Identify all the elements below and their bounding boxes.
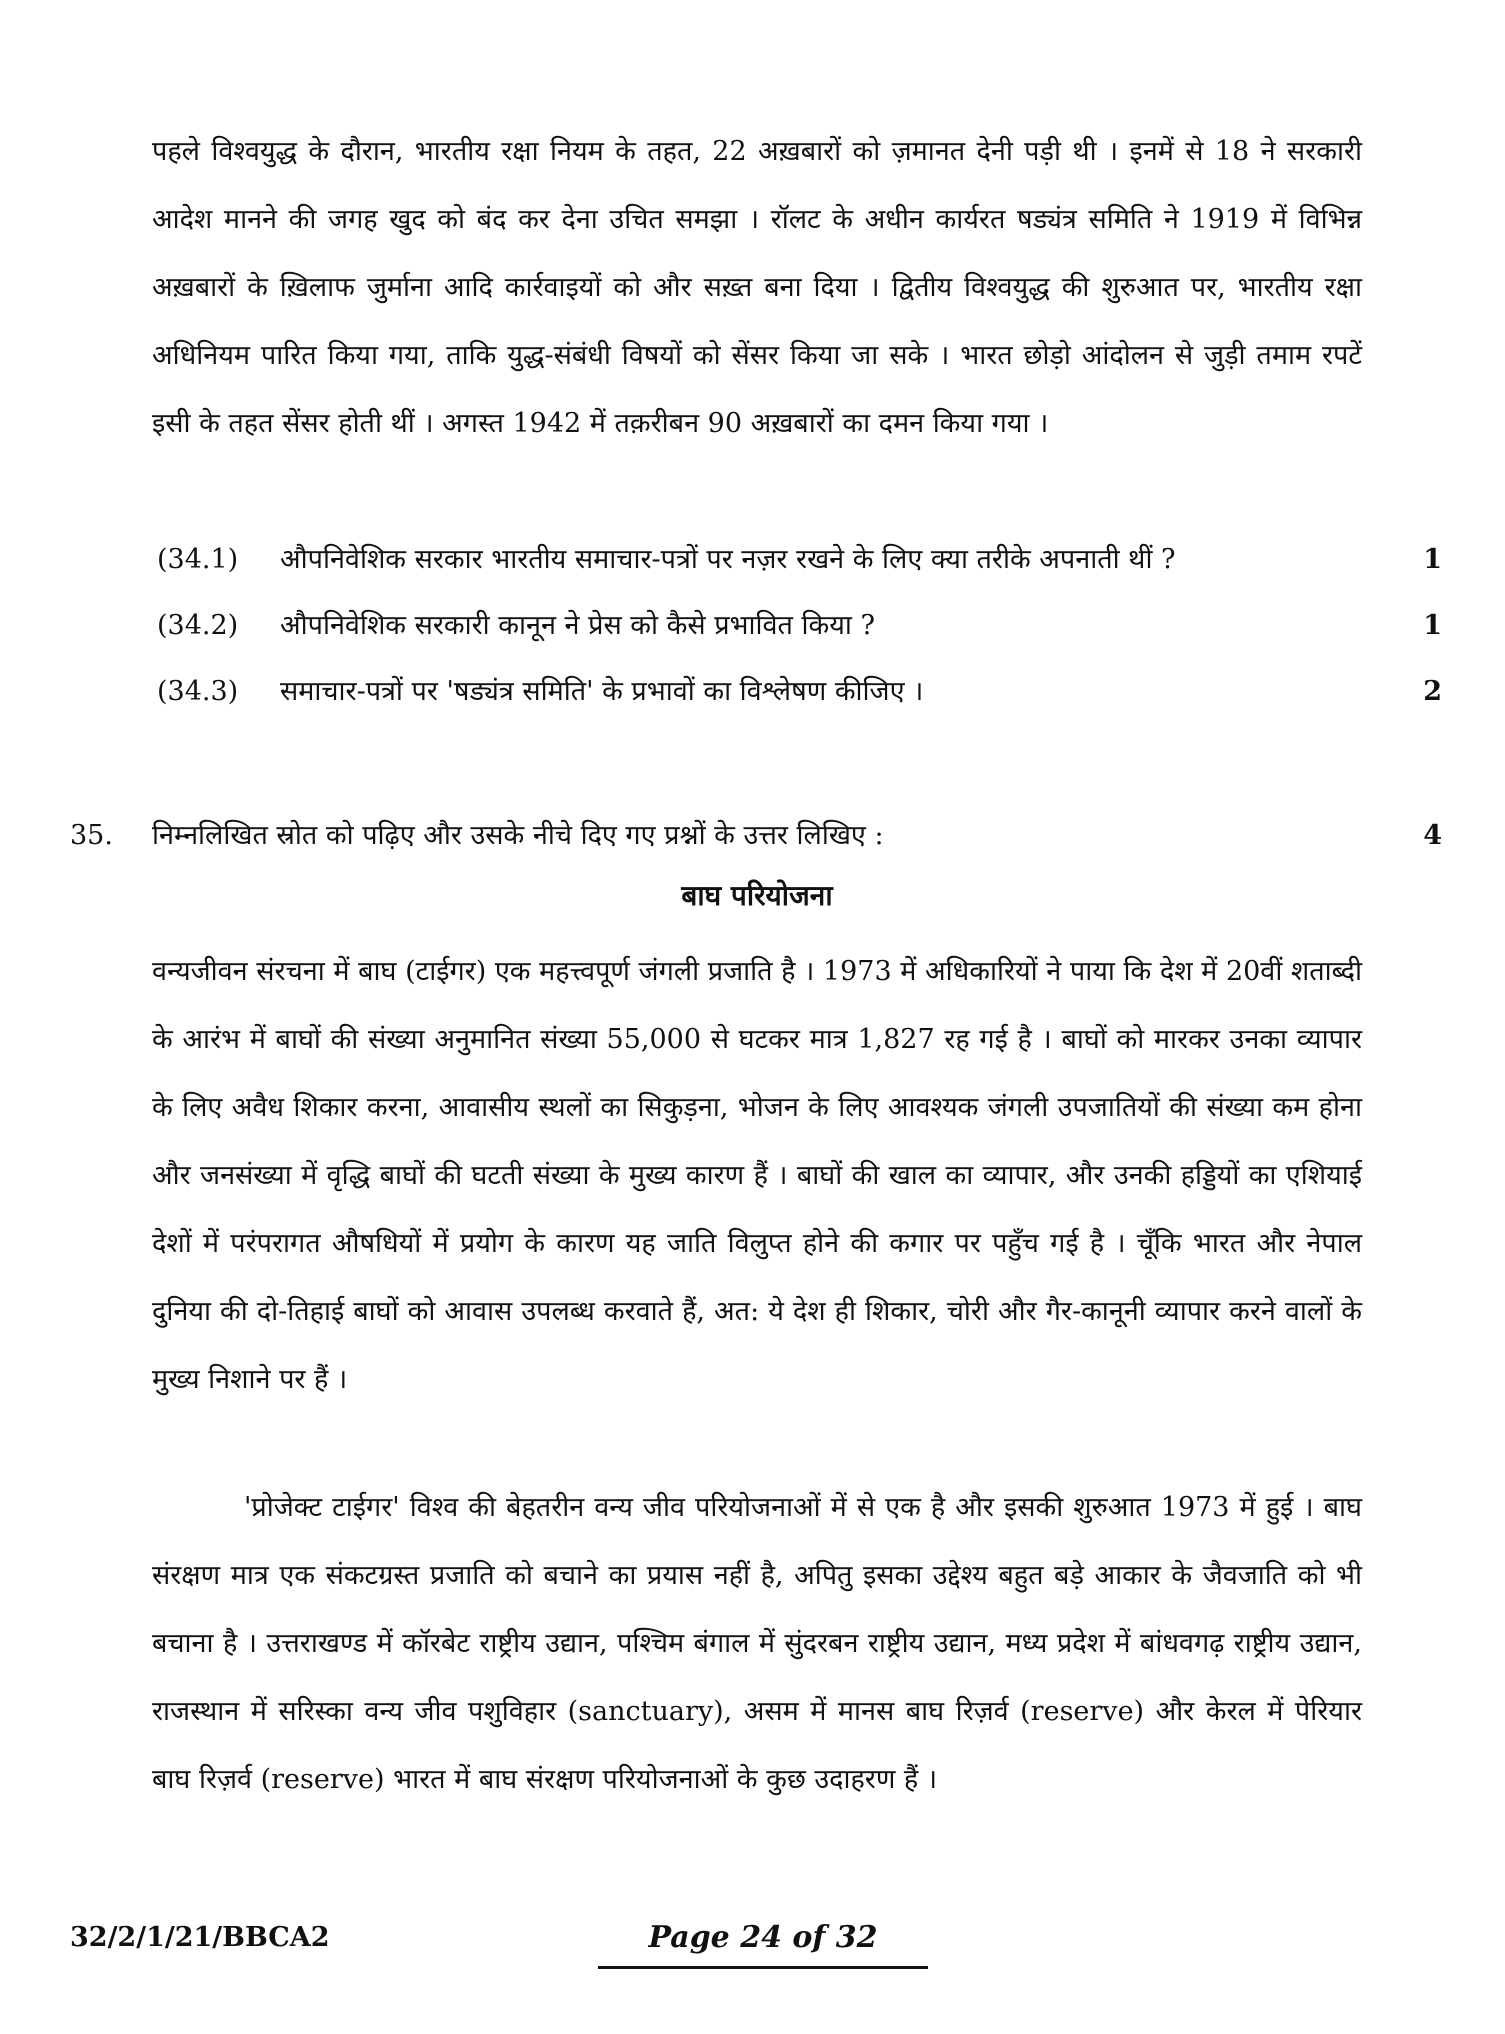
subquestion-text: औपनिवेशिक सरकार भारतीय समाचार-पत्रों पर नज़र रखने के लिए क्या तरीके अपनाती थीं ? (280, 544, 1176, 575)
question-35-instruction (70, 816, 1442, 856)
subquestion-text: समाचार-पत्रों पर 'षड्यंत्र समिति' के प्रभावों का विश्लेषण कीजिए । (280, 676, 924, 707)
source-34-paragraph: पहले विश्वयुद्ध के दौरान, भारतीय रक्षा नियम के तहत, 22 अख़बारों को ज़मानत देनी पड़ी थी । इनमें से 18 ने सरकारी आदेश मानने की जगह खुद को बंद कर देना उचित समझा । रॉलट के अधीन कार्यरत षड्यंत्र समिति ने 1919 में विभिन्न अख़बारों के ख़िलाफ जुर्माना आदि कार्रवाइयों को और सख़्त बना दिया । द्वितीय विश्वयुद्ध की शुरुआत पर, भारतीय रक्षा अधिनियम पारित किया गया, ताकि युद्ध-संबंधी विषयों को सेंसर किया जा सके । भारत छोड़ो आंदोलन से जुड़ी तमाम रपटें इसी के तहत सेंसर होती थीं । अगस्त 1942 में तक़रीबन 90 अख़बारों का दमन किया गया । (152, 136, 1362, 439)
subquestion-marks: 1 (1423, 544, 1442, 575)
source-35-paragraph-1: वन्यजीवन संरचना में बाघ (टाईगर) एक महत्त्वपूर्ण जंगली प्रजाति है । 1973 में अधिकारियों ने पाया कि देश में 20वीं शताब्दी के आरंभ में बाघों की संख्या अनुमानित संख्या 55,000 से घटकर मात्र 1,827 रह गई है । बाघों को मारकर उनका व्यापार के लिए अवैध शिकार करना, आवासीय स्थलों का सिकुड़ना, भोजन के लिए आवश्यक जंगली उपजातियों की संख्या कम होना और जनसंख्या में वृद्धि बाघों की घटती संख्या के मुख्य कारण हैं । बाघों की खाल का व्यापार, और उनकी हड्डियों का एशियाई देशों में परंपरागत औषधियों में प्रयोग के कारण यह जाति विलुप्त होने की कगार पर पहुँच गई है । चूँकि भारत और नेपाल दुनिया की दो-तिहाई बाघों को आवास उपलब्ध करवाते हैं, अत: ये देश ही शिकार, चोरी और गैर-कानूनी व्यापार करने वालों के मुख्य निशाने पर हैं । (152, 956, 1362, 1395)
paper-code: 32/2/1/21/BBCA2 (70, 1922, 330, 1953)
subquestion-marks: 2 (1423, 676, 1442, 707)
subquestion-number: (34.2) (157, 610, 239, 641)
source-35-paragraph-2: 'प्रोजेक्ट टाईगर' विश्व की बेहतरीन वन्य जीव परियोजनाओं में से एक है और इसकी शुरुआत 1973 में हुई । बाघ संरक्षण मात्र एक संकटग्रस्त प्रजाति को बचाने का प्रयास नहीं है, अपितु इसका उद्देश्य बहुत बड़े आकार के जैवजाति को भी बचाना है । उत्तराखण्ड में कॉरबेट राष्ट्रीय उद्यान, पश्चिम बंगाल में सुंदरबन राष्ट्रीय उद्यान, मध्य प्रदेश में बांधवगढ़ राष्ट्रीय उद्यान, राजस्थान में सरिस्का वन्य जीव पशुविहार (sanctuary), असम में मानस बाघ रिज़र्व (reserve) और केरल में पेरियार बाघ रिज़र्व (reserve) भारत में बाघ संरक्षण परियोजनाओं के कुछ उदाहरण हैं । (152, 1492, 1362, 1795)
subquestion-34-1 (152, 540, 1442, 580)
page-number-underline (598, 1966, 928, 1969)
page-number: Page 24 of 32 (648, 1920, 878, 1955)
subquestion-34-3 (152, 672, 1442, 712)
source-title: बाघ परियोजना (681, 879, 833, 912)
subquestion-marks: 1 (1423, 610, 1442, 641)
question-number: 35. (70, 820, 113, 851)
subquestion-34-2 (152, 606, 1442, 646)
question-marks: 4 (1423, 820, 1442, 851)
subquestion-text: औपनिवेशिक सरकारी कानून ने प्रेस को कैसे प्रभावित किया ? (280, 610, 875, 641)
subquestion-number: (34.3) (157, 676, 239, 707)
question-instruction: निम्नलिखित स्रोत को पढ़िए और उसके नीचे दिए गए प्रश्नों के उत्तर लिखिए : (152, 820, 884, 851)
subquestion-number: (34.1) (157, 544, 239, 575)
